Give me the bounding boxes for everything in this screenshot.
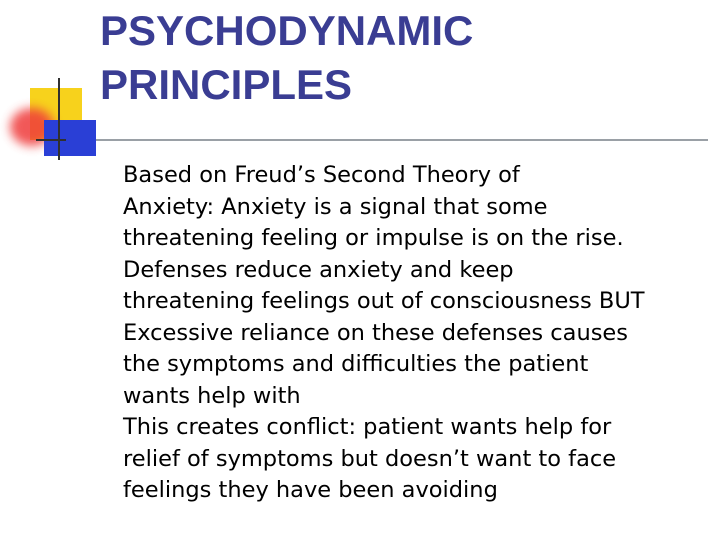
paragraph-freud-theory: Based on Freud’s Second Theory of Anxiety: Anxiety is a signal that some threatening feeling or impulse is on the rise. [123,162,624,251]
paragraph-excessive-reliance: Excessive reliance on these defenses causes the symptoms and difficulties the patient wants help with [123,319,628,409]
slide-title: PSYCHODYNAMIC PRINCIPLES [100,7,474,108]
title-underline-rule [96,139,708,141]
decorative-horizontal-line [36,139,66,141]
paragraph-conflict: This creates conflict: patient wants help for relief of symptoms but doesn’t want to face feelings they have been avoiding [123,414,617,503]
slide-body [123,160,713,507]
paragraph-defenses: Defenses reduce anxiety and keep threatening feelings out of consciousness BUT [123,256,645,314]
decorative-blue-square [44,120,96,156]
decorative-vertical-line [58,78,60,160]
